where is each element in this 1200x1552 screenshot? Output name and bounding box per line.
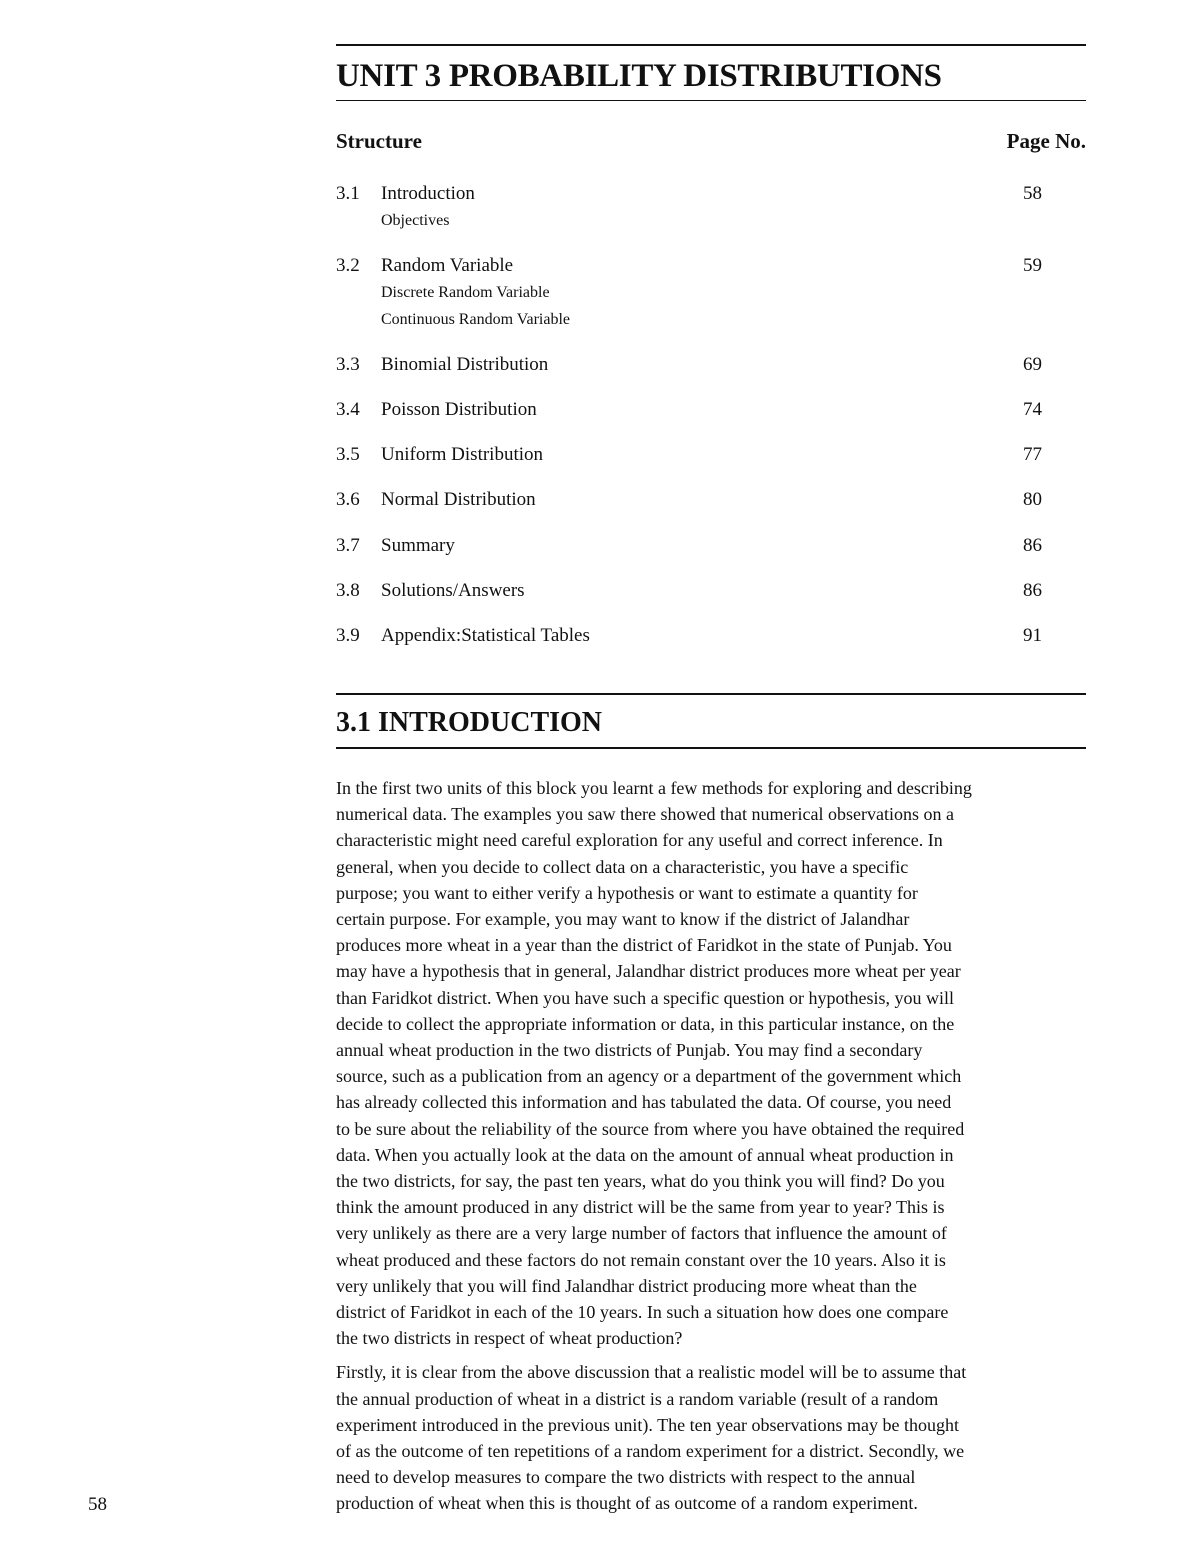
text-line: general, when you decide to collect data on a characteristic, you have a specific bbox=[336, 856, 909, 877]
text-line: the two districts in respect of wheat production? bbox=[336, 1328, 683, 1349]
toc-entry bbox=[336, 180, 1086, 234]
toc-entry-title: Poisson Distribution bbox=[381, 399, 537, 420]
toc-entry-title: Solutions/Answers bbox=[381, 580, 525, 601]
text-line: of as the outcome of ten repetitions of a random experiment for a district. Secondly, we bbox=[336, 1441, 965, 1462]
toc-entry-title: Random Variable bbox=[381, 255, 514, 276]
toc-entry-body bbox=[381, 532, 982, 559]
text-line: annual wheat production in the two districts of Punjab. You may find a secondary bbox=[336, 1040, 923, 1061]
toc-entry-title: Binomial Distribution bbox=[381, 354, 549, 375]
toc-entry-number: 3.8 bbox=[336, 580, 360, 601]
toc-entry bbox=[336, 577, 1086, 604]
text-line: purpose; you want to either verify a hypothesis or want to estimate a quantity for bbox=[336, 882, 918, 903]
toc-entry-title: Summary bbox=[381, 535, 455, 556]
toc-entry bbox=[336, 396, 1086, 423]
unit-title: UNIT 3 PROBABILITY DISTRIBUTIONS bbox=[336, 58, 942, 94]
text-line: very unlikely that you will find Jalandhar district producing more wheat than the bbox=[336, 1275, 917, 1296]
section-rule-bottom bbox=[336, 747, 1086, 749]
toc-entry-title: Introduction bbox=[381, 183, 475, 204]
toc-entry-title: Uniform Distribution bbox=[381, 444, 544, 465]
toc-entry bbox=[336, 252, 1086, 333]
text-line: wheat produced and these factors do not remain constant over the 10 years. Also it is bbox=[336, 1249, 946, 1270]
text-line: characteristic might need careful exploration for any useful and correct inference. In bbox=[336, 830, 943, 851]
toc-entry-title: Appendix:Statistical Tables bbox=[381, 625, 590, 646]
toc-entry-body bbox=[381, 622, 982, 649]
toc-entry-body bbox=[381, 252, 982, 333]
text-line: than Faridkot district. When you have such a specific question or hypothesis, you will bbox=[336, 987, 955, 1008]
toc-entry bbox=[336, 532, 1086, 559]
toc-entry-number: 3.1 bbox=[336, 183, 360, 204]
toc-entry-page: 74 bbox=[1023, 399, 1042, 420]
text-line: experiment introduced in the previous unit). The ten year observations may be thought bbox=[336, 1414, 960, 1435]
toc-entry-number: 3.2 bbox=[336, 255, 360, 276]
section-title: 3.1 INTRODUCTION bbox=[336, 707, 603, 738]
toc-subentry: Continuous Random Variable bbox=[381, 311, 571, 328]
text-line: numerical data. The examples you saw there showed that numerical observations on a bbox=[336, 804, 954, 825]
toc-entry-title: Normal Distribution bbox=[381, 489, 536, 510]
toc-entry-body bbox=[381, 180, 982, 234]
text-line: may have a hypothesis that in general, Jalandhar district produces more wheat per year bbox=[336, 961, 961, 982]
toc-entry-body bbox=[381, 351, 982, 378]
toc-entry-page: 86 bbox=[1023, 580, 1042, 601]
toc-entry-number: 3.4 bbox=[336, 399, 360, 420]
table-of-contents bbox=[336, 180, 1086, 649]
top-rule bbox=[336, 44, 1086, 46]
text-line: the two districts, for say, the past ten years, what do you think you will find? Do you bbox=[336, 1171, 945, 1192]
toc-entry-number: 3.7 bbox=[336, 535, 360, 556]
text-line: In the first two units of this block you learnt a few methods for exploring and describing bbox=[336, 778, 972, 798]
toc-entry-page: 58 bbox=[1023, 183, 1042, 204]
body-text bbox=[336, 775, 1086, 1517]
toc-entry-page: 69 bbox=[1023, 354, 1042, 375]
paragraph bbox=[336, 1359, 1086, 1516]
text-line: district of Faridkot in each of the 10 years. In such a situation how does one compare bbox=[336, 1302, 949, 1323]
structure-header bbox=[336, 129, 1086, 154]
toc-entry bbox=[336, 622, 1086, 649]
toc-subentry: Objectives bbox=[381, 212, 450, 229]
paragraph bbox=[336, 775, 1086, 1351]
text-line: need to develop measures to compare the two districts with respect to the annual bbox=[336, 1467, 916, 1488]
structure-label: Structure bbox=[336, 129, 422, 153]
toc-entry-body bbox=[381, 396, 982, 423]
toc-subentry: Discrete Random Variable bbox=[381, 284, 550, 301]
toc-entry-body bbox=[381, 486, 982, 513]
text-line: the annual production of wheat in a district is a random variable (result of a random bbox=[336, 1388, 939, 1409]
toc-entry bbox=[336, 441, 1086, 468]
toc-entry-number: 3.5 bbox=[336, 444, 360, 465]
toc-entry-page: 91 bbox=[1023, 625, 1042, 646]
text-line: has already collected this information and has tabulated the data. Of course, you need bbox=[336, 1092, 952, 1113]
toc-entry bbox=[336, 351, 1086, 378]
toc-entry-page: 77 bbox=[1023, 444, 1042, 465]
toc-entry-page: 86 bbox=[1023, 535, 1042, 556]
page-content bbox=[336, 44, 1086, 1517]
text-line: source, such as a publication from an agency or a department of the government which bbox=[336, 1066, 962, 1087]
text-line: Firstly, it is clear from the above discussion that a realistic model will be to assume that bbox=[336, 1362, 967, 1383]
toc-entry-page: 59 bbox=[1023, 255, 1042, 276]
toc-entry-number: 3.6 bbox=[336, 489, 360, 510]
text-line: decide to collect the appropriate information or data, in this particular instance, on the bbox=[336, 1013, 955, 1034]
text-line: to be sure about the reliability of the source from where you have obtained the required bbox=[336, 1118, 965, 1139]
toc-entry-body bbox=[381, 577, 982, 604]
text-line: produces more wheat in a year than the district of Faridkot in the state of Punjab. You bbox=[336, 935, 952, 956]
page-number: 58 bbox=[88, 1494, 107, 1515]
title-underline bbox=[336, 100, 1086, 101]
text-line: data. When you actually look at the data on the amount of annual wheat production in bbox=[336, 1144, 954, 1165]
text-line: very unlikely as there are a very large number of factors that influence the amount of bbox=[336, 1223, 947, 1244]
section-rule-top bbox=[336, 693, 1086, 695]
toc-entry-number: 3.3 bbox=[336, 354, 360, 375]
text-line: certain purpose. For example, you may want to know if the district of Jalandhar bbox=[336, 909, 910, 930]
text-line: think the amount produced in any district will be the same from year to year? This is bbox=[336, 1197, 945, 1218]
toc-entry-page: 80 bbox=[1023, 489, 1042, 510]
toc-entry-body bbox=[381, 441, 982, 468]
text-line: production of wheat when this is thought of as outcome of a random experiment. bbox=[336, 1493, 918, 1514]
toc-entry-number: 3.9 bbox=[336, 625, 360, 646]
page-no-label: Page No. bbox=[1006, 129, 1086, 153]
toc-entry bbox=[336, 486, 1086, 513]
